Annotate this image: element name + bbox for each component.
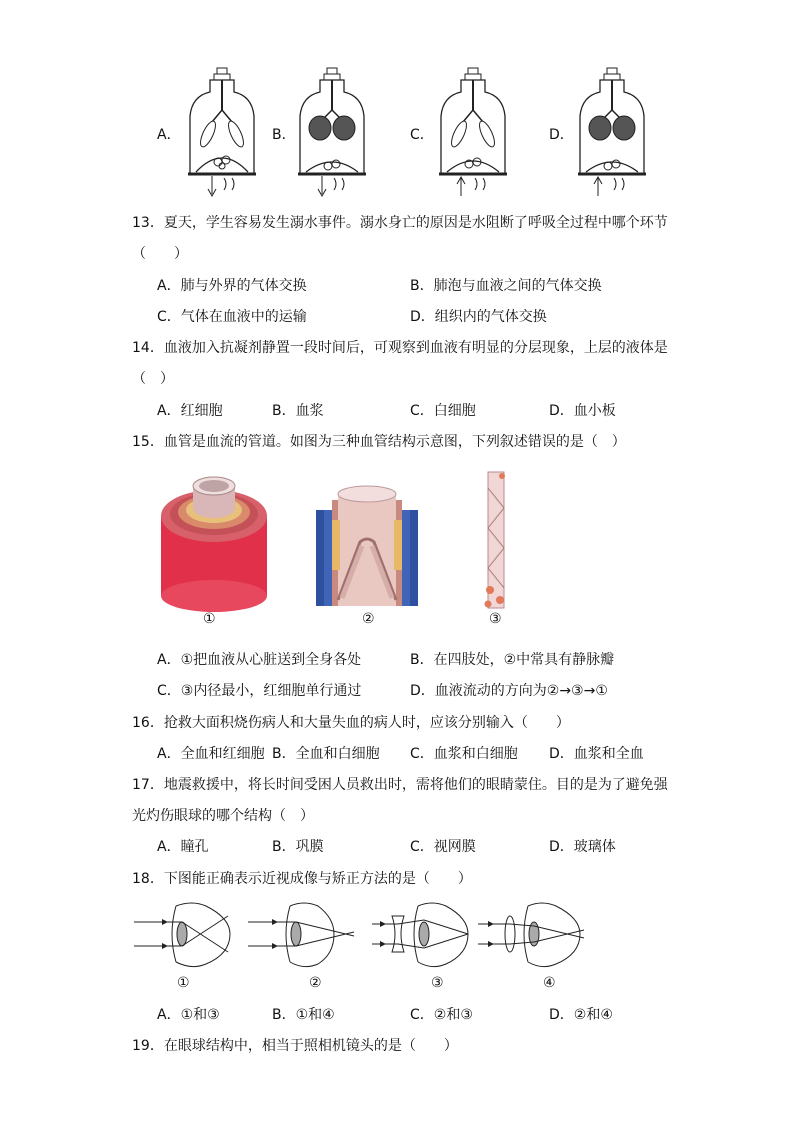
- q14-option-b: B．血浆: [272, 403, 324, 419]
- bell-jar-d-diagram: [576, 66, 648, 198]
- q19-stem: 19．在眼球结构中，相当于照相机镜头的是（ ）: [132, 1038, 458, 1054]
- q18-figure-label-3: ③: [431, 975, 444, 991]
- q17-option-b: B．巩膜: [272, 839, 324, 855]
- q15-figure-label-3: ③: [489, 611, 502, 627]
- capillary-diagram: [478, 468, 514, 614]
- q16-option-a: A．全血和红细胞: [157, 746, 265, 762]
- eye-diagram-3: [370, 896, 474, 972]
- q17-option-c: C．视网膜: [410, 839, 476, 855]
- q15-option-d: D．血液流动的方向为②→③→①: [410, 683, 608, 699]
- q15-stem: 15．血管是血流的管道。如图为三种血管结构示意图，下列叙述错误的是（ ）: [132, 434, 626, 450]
- q18-stem: 18．下图能正确表示近视成像与矫正方法的是（ ）: [132, 871, 472, 887]
- q15-option-b: B．在四肢处，②中常具有静脉瓣: [410, 652, 615, 668]
- q15-figure-label-1: ①: [203, 611, 216, 627]
- q16-option-c: C．血浆和白细胞: [410, 746, 518, 762]
- q12-label-b: B．: [272, 127, 296, 143]
- q16-option-b: B．全血和白细胞: [272, 746, 380, 762]
- q18-figure-label-1: ①: [177, 975, 190, 991]
- q15-option-a: A．①把血液从心脏送到全身各处: [157, 652, 362, 668]
- q15-option-c: C．③内径最小，红细胞单行通过: [157, 683, 362, 699]
- vein-diagram: [312, 480, 422, 614]
- q18-figure-label-2: ②: [309, 975, 322, 991]
- q14-stem: 14．血液加入抗凝剂静置一段时间后，可观察到血液有明显的分层现象，上层的液体是: [132, 340, 668, 356]
- q14-option-c: C．白细胞: [410, 403, 476, 419]
- artery-diagram: [158, 476, 270, 614]
- q17-stem-line2: 光灼伤眼球的哪个结构（ ）: [132, 808, 314, 824]
- q13-option-d: D．组织内的气体交换: [410, 309, 547, 325]
- q14-option-a: A．红细胞: [157, 403, 223, 419]
- q18-option-d: D．②和④: [549, 1007, 613, 1023]
- q12-label-c: C．: [410, 127, 434, 143]
- q13-option-b: B．肺泡与血液之间的气体交换: [410, 278, 602, 294]
- q17-option-d: D．玻璃体: [549, 839, 616, 855]
- q16-stem: 16．抢救大面积烧伤病人和大量失血的病人时，应该分别输入（ ）: [132, 715, 570, 731]
- q14-option-d: D．血小板: [549, 403, 616, 419]
- eye-diagram-4: [476, 896, 586, 972]
- q13-stem: 13．夏天，学生容易发生溺水事件。溺水身亡的原因是水阻断了呼吸全过程中哪个环节: [132, 215, 668, 231]
- q17-stem-line1: 17．地震救援中，将长时间受困人员救出时，需将他们的眼睛蒙住。目的是为了避免强: [132, 777, 668, 793]
- bell-jar-c-diagram: [437, 66, 509, 198]
- bell-jar-a-diagram: [186, 66, 258, 198]
- bell-jar-b-diagram: [296, 66, 368, 198]
- q15-figure-label-2: ②: [362, 611, 375, 627]
- eye-diagram-2: [246, 896, 358, 972]
- q18-option-c: C．②和③: [410, 1007, 473, 1023]
- q16-option-d: D．血浆和全血: [549, 746, 644, 762]
- q18-figure-label-4: ④: [543, 975, 556, 991]
- q12-label-a: A．: [157, 127, 181, 143]
- eye-diagram-1: [132, 896, 236, 972]
- q14-paren: （ ）: [132, 371, 174, 387]
- q18-option-a: A．①和③: [157, 1007, 220, 1023]
- q13-option-a: A．肺与外界的气体交换: [157, 278, 307, 294]
- q18-option-b: B．①和④: [272, 1007, 335, 1023]
- q12-label-d: D．: [549, 127, 574, 143]
- q17-option-a: A．瞳孔: [157, 839, 209, 855]
- q13-option-c: C．气体在血液中的运输: [157, 309, 307, 325]
- q13-paren: （ ）: [132, 246, 188, 262]
